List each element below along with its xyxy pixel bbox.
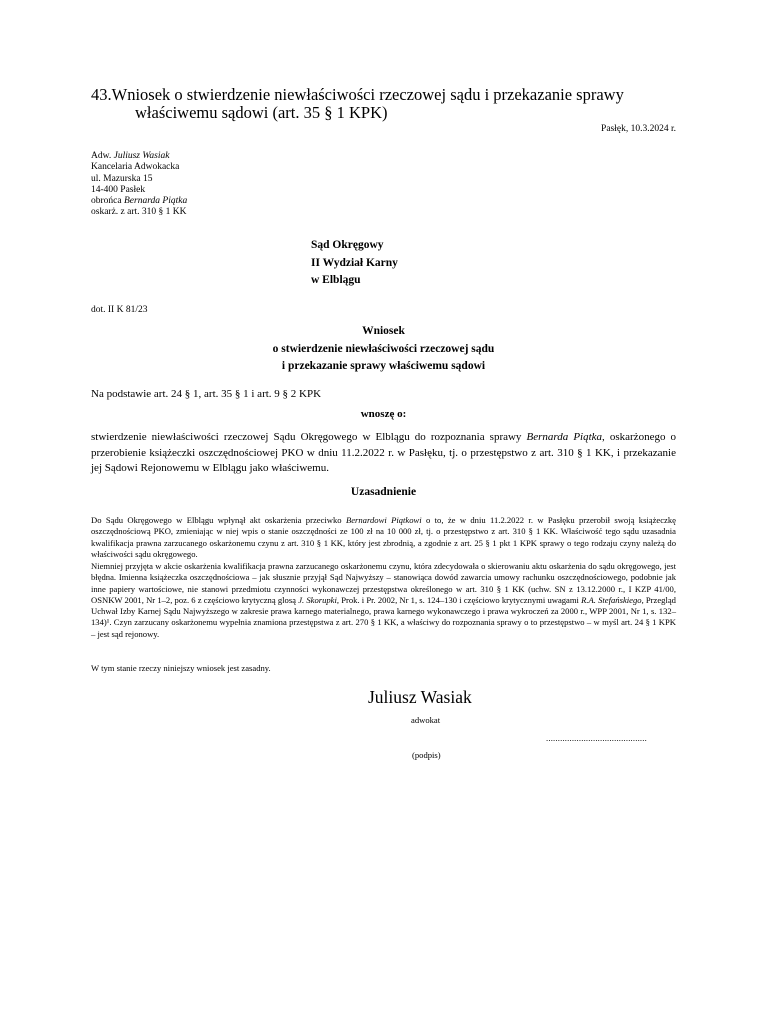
sender-block — [91, 151, 187, 219]
just1-text-c: o to, że w dniu 11.2.2022 r. w Pasłęku przerobił swoją książeczkę oszczędnościową PKO, zmieniając w niej wpis o stanie oszczędności ze 100 zł na 10 000 zł, tj. o przestępstwo z art. 310 § 1 KK. Właściwość tego sądu uzasadnia kwalifikacja prawna zarzucanego oskarżonemu czynu z art. 310 § 1 KK, który jest zbrodnią, a zgodnie z art. 25 § 1 pkt 1 KPK sprawy o tego rodzaju czyny należą do właściwości sądu okręgowego. — [91, 515, 676, 559]
case-reference: dot. II K 81/23 — [91, 305, 148, 315]
just1-defendant: Bernardowi Piątkowi — [345, 515, 422, 525]
legal-basis: Na podstawie art. 24 § 1, art. 35 § 1 i art. 9 § 2 KPK — [91, 388, 322, 400]
document-heading — [91, 86, 651, 122]
justification-paragraph-2 — [91, 561, 676, 640]
sender-title: Adw. — [91, 151, 114, 161]
just2-author-1: J. Skorupki — [298, 594, 337, 605]
signature-name: Juliusz Wasiak — [368, 687, 472, 707]
request-text-a: stwierdzenie niewłaściwości rzeczowej Sądu Okręgowego w Elblągu do rozpoznania sprawy — [91, 431, 527, 443]
court-city: w Elblągu — [311, 274, 361, 286]
heading-line-1: 43.Wniosek o stwierdzenie niewłaściwości rzeczowej sądu i przekazanie sprawy — [91, 85, 624, 104]
court-address — [311, 237, 398, 290]
sender-street: ul. Mazurska 15 — [91, 173, 153, 184]
motion-title-line-3: i przekazanie sprawy właściwemu sądowi — [281, 360, 486, 372]
just1-text-a: Do Sądu Okręgowego w Elblągu wpłynął akt oskarżenia przeciwko — [91, 515, 346, 525]
signature-role: adwokat — [411, 715, 441, 725]
court-division: II Wydział Karny — [311, 256, 398, 269]
sender-name: Juliusz Wasiak — [113, 151, 170, 161]
justification-paragraph-1 — [91, 515, 676, 560]
sender-charge: oskarż. z art. 310 § 1 KK — [91, 207, 187, 218]
request-paragraph — [91, 430, 676, 477]
just2-author-2: R.A. Stefańskiego — [581, 594, 642, 605]
sender-defender — [91, 196, 187, 207]
conclusion: W tym stanie rzeczy niniejszy wniosek jest zasadny. — [91, 663, 271, 673]
request-label: wnoszę o: — [360, 408, 407, 420]
sender-attorney — [91, 151, 187, 162]
heading-line-2: właściwemu sądowi (art. 35 § 1 KPK) — [135, 103, 388, 122]
request-defendant: Bernarda Piątka — [526, 431, 603, 443]
motion-title-line-1: Wniosek — [362, 325, 405, 337]
request-text-c: , oskarżonego o przerobienie książeczki oszczędnościowej PKO w dniu 11.2.2022 r. w Pasłęku, tj. o przestępstwo z art. 310 § 1 KK, i przekazanie jej Sądowi Rejonowemu w Elblągu jako właściwemu. — [91, 431, 677, 474]
place-and-date: Pasłęk, 10.3.2024 r. — [601, 124, 676, 134]
just2-text-c: , Prok. i Pr. 2002, Nr 1, s. 124–130 i częściowo krytycznymi uwagami — [336, 594, 582, 605]
just2-text-a: Niemniej przyjęta w akcie oskarżenia kwalifikacja prawna zarzucanego oskarżonemu czynu, która zdecydowała o skierowaniu aktu oskarżenia do sądu okręgowego, jest błędna. Imienna książeczka oszczędnościowa – jak słusznie przyjął Sąd Najwyższy – stanowiąca dowód zawarcia umowy rachunku oszczędnościowego, podobnie jak inne papiery wartościowe, nie stanowi przedmiotu czynności wykonawczej przestępstwa określonego w art. 310 § 1 KK (uchw. SN z 13.12.2000 r., I KZP 41/00, OSNKW 2001, Nr 1–2, poz. 6 z częściowo krytyczną glosą — [91, 561, 676, 605]
signature-line: ........................................... — [546, 733, 647, 743]
just2-text-e: , Przegląd Uchwał Izby Karnej Sądu Najwyższego w zakresie prawa karnego materialnego, prawa karnego wykonawczego i prawa wykroczeń za 2000 r., WPP 2001, Nr 1, s. 132–134)¹. Czyn zarzucany oskarżonemu wypełnia znamiona przestępstwa z art. 270 § 1 KK, a właściwy do rozpoznania sprawy o to przestępstwo – w myśl art. 24 § 1 KPK – jest sąd rejonowy. — [91, 594, 676, 639]
sender-office: Kancelaria Adwokacka — [91, 162, 180, 173]
justification-heading: Uzasadnienie — [350, 486, 417, 498]
signature-label: (podpis) — [412, 750, 441, 760]
defender-label: obrońca — [91, 196, 124, 207]
defendant-name: Bernarda Piątka — [123, 196, 188, 207]
court-name: Sąd Okręgowy — [311, 239, 384, 251]
motion-title-line-2: o stwierdzenie niewłaściwości rzeczowej sądu — [272, 342, 495, 355]
motion-title — [91, 323, 676, 376]
sender-city: 14-400 Pasłek — [91, 184, 146, 195]
